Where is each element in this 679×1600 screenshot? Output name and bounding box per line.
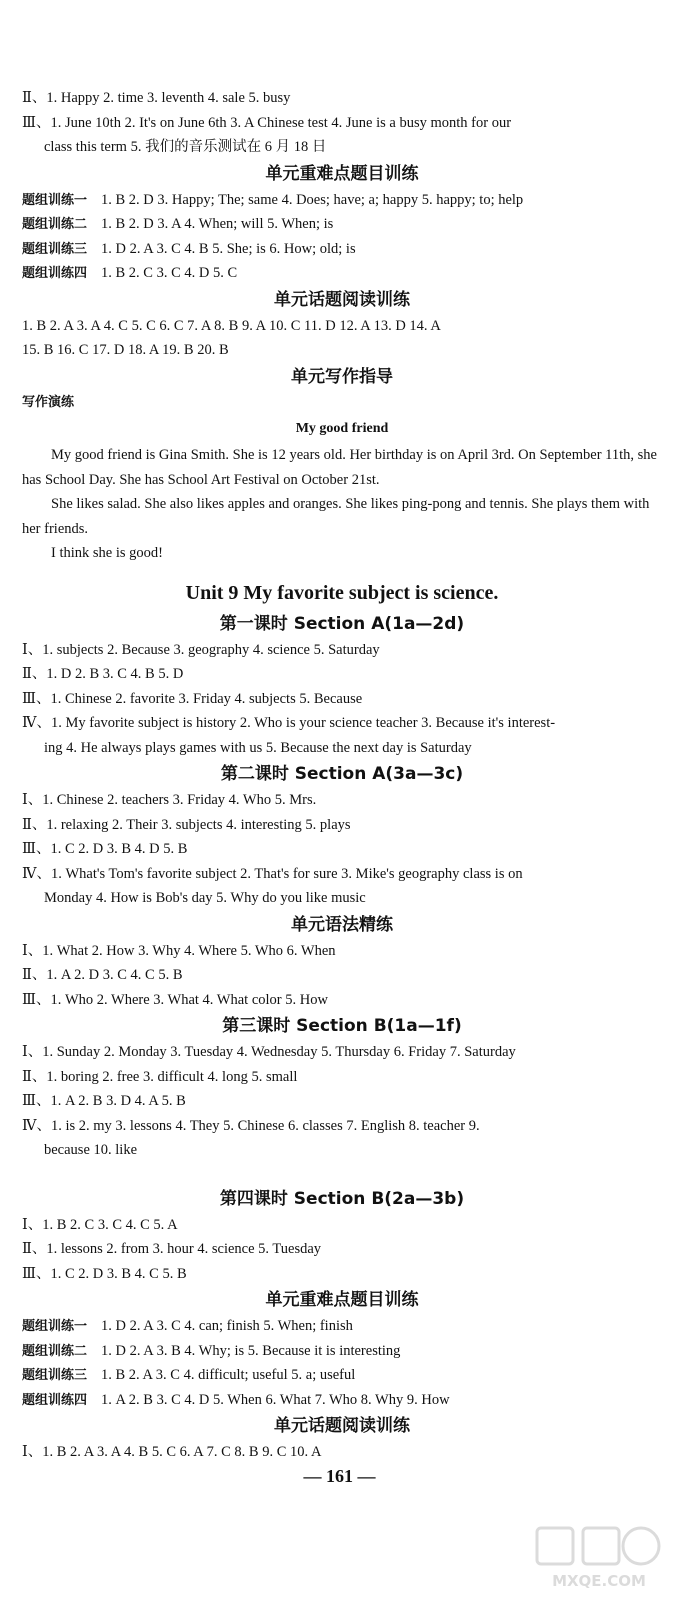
section-heading: 单元话题阅读训练 — [274, 289, 410, 310]
group-label: 题组训练二 — [22, 1343, 88, 1359]
lesson-heading: 第三课时 Section B(1a—1f) — [222, 1016, 462, 1036]
section-heading: 单元写作指导 — [291, 366, 393, 387]
answer-line — [22, 1388, 662, 1413]
answer-line: Ⅲ、1. C 2. D 3. B 4. C 5. B — [22, 1265, 187, 1282]
group-label: 题组训练二 — [22, 217, 88, 232]
answer-line — [22, 1339, 662, 1364]
group-answers: 1. D 2. A 3. C 4. can; finish 5. When; finish — [101, 1318, 353, 1334]
lesson-heading: 第一课时 Section A(1a—2d) — [219, 613, 465, 634]
answer-line: Ⅰ、1. What 2. How 3. Why 4. Where 5. Who 6. When — [22, 942, 336, 959]
answer-line: class this term 5. 我们的音乐测试在 6 月 18 日 — [44, 139, 327, 155]
unit-title: Unit 9 My favorite subject is science. — [185, 581, 499, 604]
answer-line: Ⅰ、1. B 2. A 3. A 4. B 5. C 6. A 7. C 8. B 9. C 10. A — [22, 1444, 322, 1460]
group-label: 题组训练一 — [22, 1319, 88, 1334]
answer-line: Ⅳ、1. What's Tom's favorite subject 2. That's for sure 3. Mike's geography class is on — [22, 865, 523, 882]
group-answers: 1. B 2. D 3. Happy; The; same 4. Does; have; a; happy 5. happy; to; help — [101, 191, 524, 208]
group-label: 题组训练四 — [22, 266, 88, 281]
answer-page — [22, 86, 662, 1465]
answer-line: Ⅲ、1. Chinese 2. favorite 3. Friday 4. subjects 5. Because — [22, 690, 363, 707]
sub-heading: 写作演练 — [22, 394, 75, 410]
answer-line: Ⅱ、1. A 2. D 3. C 4. C 5. B — [22, 967, 183, 983]
answer-line: ing 4. He always plays games with us 5. Because the next day is Saturday — [44, 739, 472, 756]
essay-paragraph: My good friend is Gina Smith. She is 12 years old. Her birthday is on April 3rd. On September 11th, she has School Day. She has School Art Festival on October 21st. — [22, 447, 657, 488]
answer-line: Ⅰ、1. subjects 2. Because 3. geography 4. science 5. Saturday — [22, 641, 380, 658]
answer-line: Ⅱ、1. boring 2. free 3. difficult 4. long 5. small — [22, 1068, 298, 1085]
section-heading: 单元重难点题目训练 — [265, 1290, 419, 1310]
answer-line: Ⅳ、1. My favorite subject is history 2. Who is your science teacher 3. Because it's interest- — [22, 715, 556, 731]
group-answers: 1. A 2. B 3. C 4. D 5. When 6. What 7. Who 8. Why 9. How — [101, 1391, 450, 1408]
answer-line: 1. B 2. A 3. A 4. C 5. C 6. C 7. A 8. B 9. A 10. C 11. D 12. A 13. D 14. A — [22, 317, 441, 334]
group-label: 题组训练四 — [22, 1392, 88, 1408]
answer-line — [22, 188, 662, 213]
svg-text:MXQE.COM: MXQE.COM — [552, 1572, 646, 1590]
section-heading: 单元话题阅读训练 — [274, 1416, 410, 1436]
answer-line: Ⅱ、1. lessons 2. from 3. hour 4. science 5. Tuesday — [22, 1241, 322, 1257]
answer-line: Ⅰ、1. Chinese 2. teachers 3. Friday 4. Who 5. Mrs. — [22, 792, 317, 808]
answer-line: Ⅰ、1. B 2. C 3. C 4. C 5. A — [22, 1216, 178, 1233]
answer-line: Ⅰ、1. Sunday 2. Monday 3. Tuesday 4. Wednesday 5. Thursday 6. Friday 7. Saturday — [22, 1044, 516, 1060]
lesson-heading: 第四课时 Section B(2a—3b) — [219, 1188, 465, 1209]
answer-line: Ⅱ、1. Happy 2. time 3. leventh 4. sale 5. busy — [22, 90, 291, 106]
answer-line — [22, 1363, 662, 1388]
lesson-heading: 第二课时 Section A(3a—3c) — [220, 764, 464, 784]
group-answers: 1. B 2. D 3. A 4. When; will 5. When; is — [101, 216, 334, 232]
group-label: 题组训练三 — [22, 1368, 88, 1383]
group-answers: 1. D 2. A 3. B 4. Why; is 5. Because it is interesting — [101, 1342, 401, 1359]
answer-line: Ⅲ、1. June 10th 2. It's on June 6th 3. A Chinese test 4. June is a busy month for our — [22, 114, 512, 131]
section-heading: 单元语法精练 — [291, 914, 393, 935]
answer-line — [22, 261, 662, 286]
answer-line — [22, 1314, 662, 1339]
answer-line: Ⅱ、1. relaxing 2. Their 3. subjects 4. interesting 5. plays — [22, 816, 351, 833]
answer-line: Ⅳ、1. is 2. my 3. lessons 4. They 5. Chinese 6. classes 7. English 8. teacher 9. — [22, 1117, 480, 1134]
answer-line: Ⅲ、1. Who 2. Where 3. What 4. What color 5. How — [22, 991, 328, 1008]
answer-line: Ⅲ、1. C 2. D 3. B 4. D 5. B — [22, 841, 188, 857]
essay-paragraph: She likes salad. She also likes apples and oranges. She likes ping-pong and tennis. She plays them with her friends. — [22, 496, 650, 537]
answer-line: 15. B 16. C 17. D 18. A 19. B 20. B — [22, 342, 229, 358]
answer-line: Ⅱ、1. D 2. B 3. C 4. B 5. D — [22, 666, 184, 682]
answer-line: Ⅲ、1. A 2. B 3. D 4. A 5. B — [22, 1093, 186, 1109]
page-number: — 161 — — [303, 1466, 376, 1486]
essay-paragraph: I think she is good! — [51, 545, 163, 561]
group-answers: 1. D 2. A 3. C 4. B 5. She; is 6. How; old; is — [101, 240, 356, 257]
answer-line — [22, 237, 662, 262]
answer-line — [22, 212, 662, 237]
essay-title: My good friend — [295, 421, 389, 436]
spacer — [22, 1163, 662, 1185]
group-answers: 1. B 2. A 3. C 4. difficult; useful 5. a; useful — [101, 1367, 356, 1383]
group-label: 题组训练三 — [22, 241, 88, 257]
section-heading: 单元重难点题目训练 — [265, 163, 419, 184]
watermark-logo — [529, 1520, 669, 1592]
group-answers: 1. B 2. C 3. C 4. D 5. C — [101, 265, 238, 281]
group-label: 题组训练一 — [22, 192, 88, 208]
answer-line: because 10. like — [44, 1142, 138, 1158]
answer-line: Monday 4. How is Bob's day 5. Why do you like music — [44, 890, 366, 906]
